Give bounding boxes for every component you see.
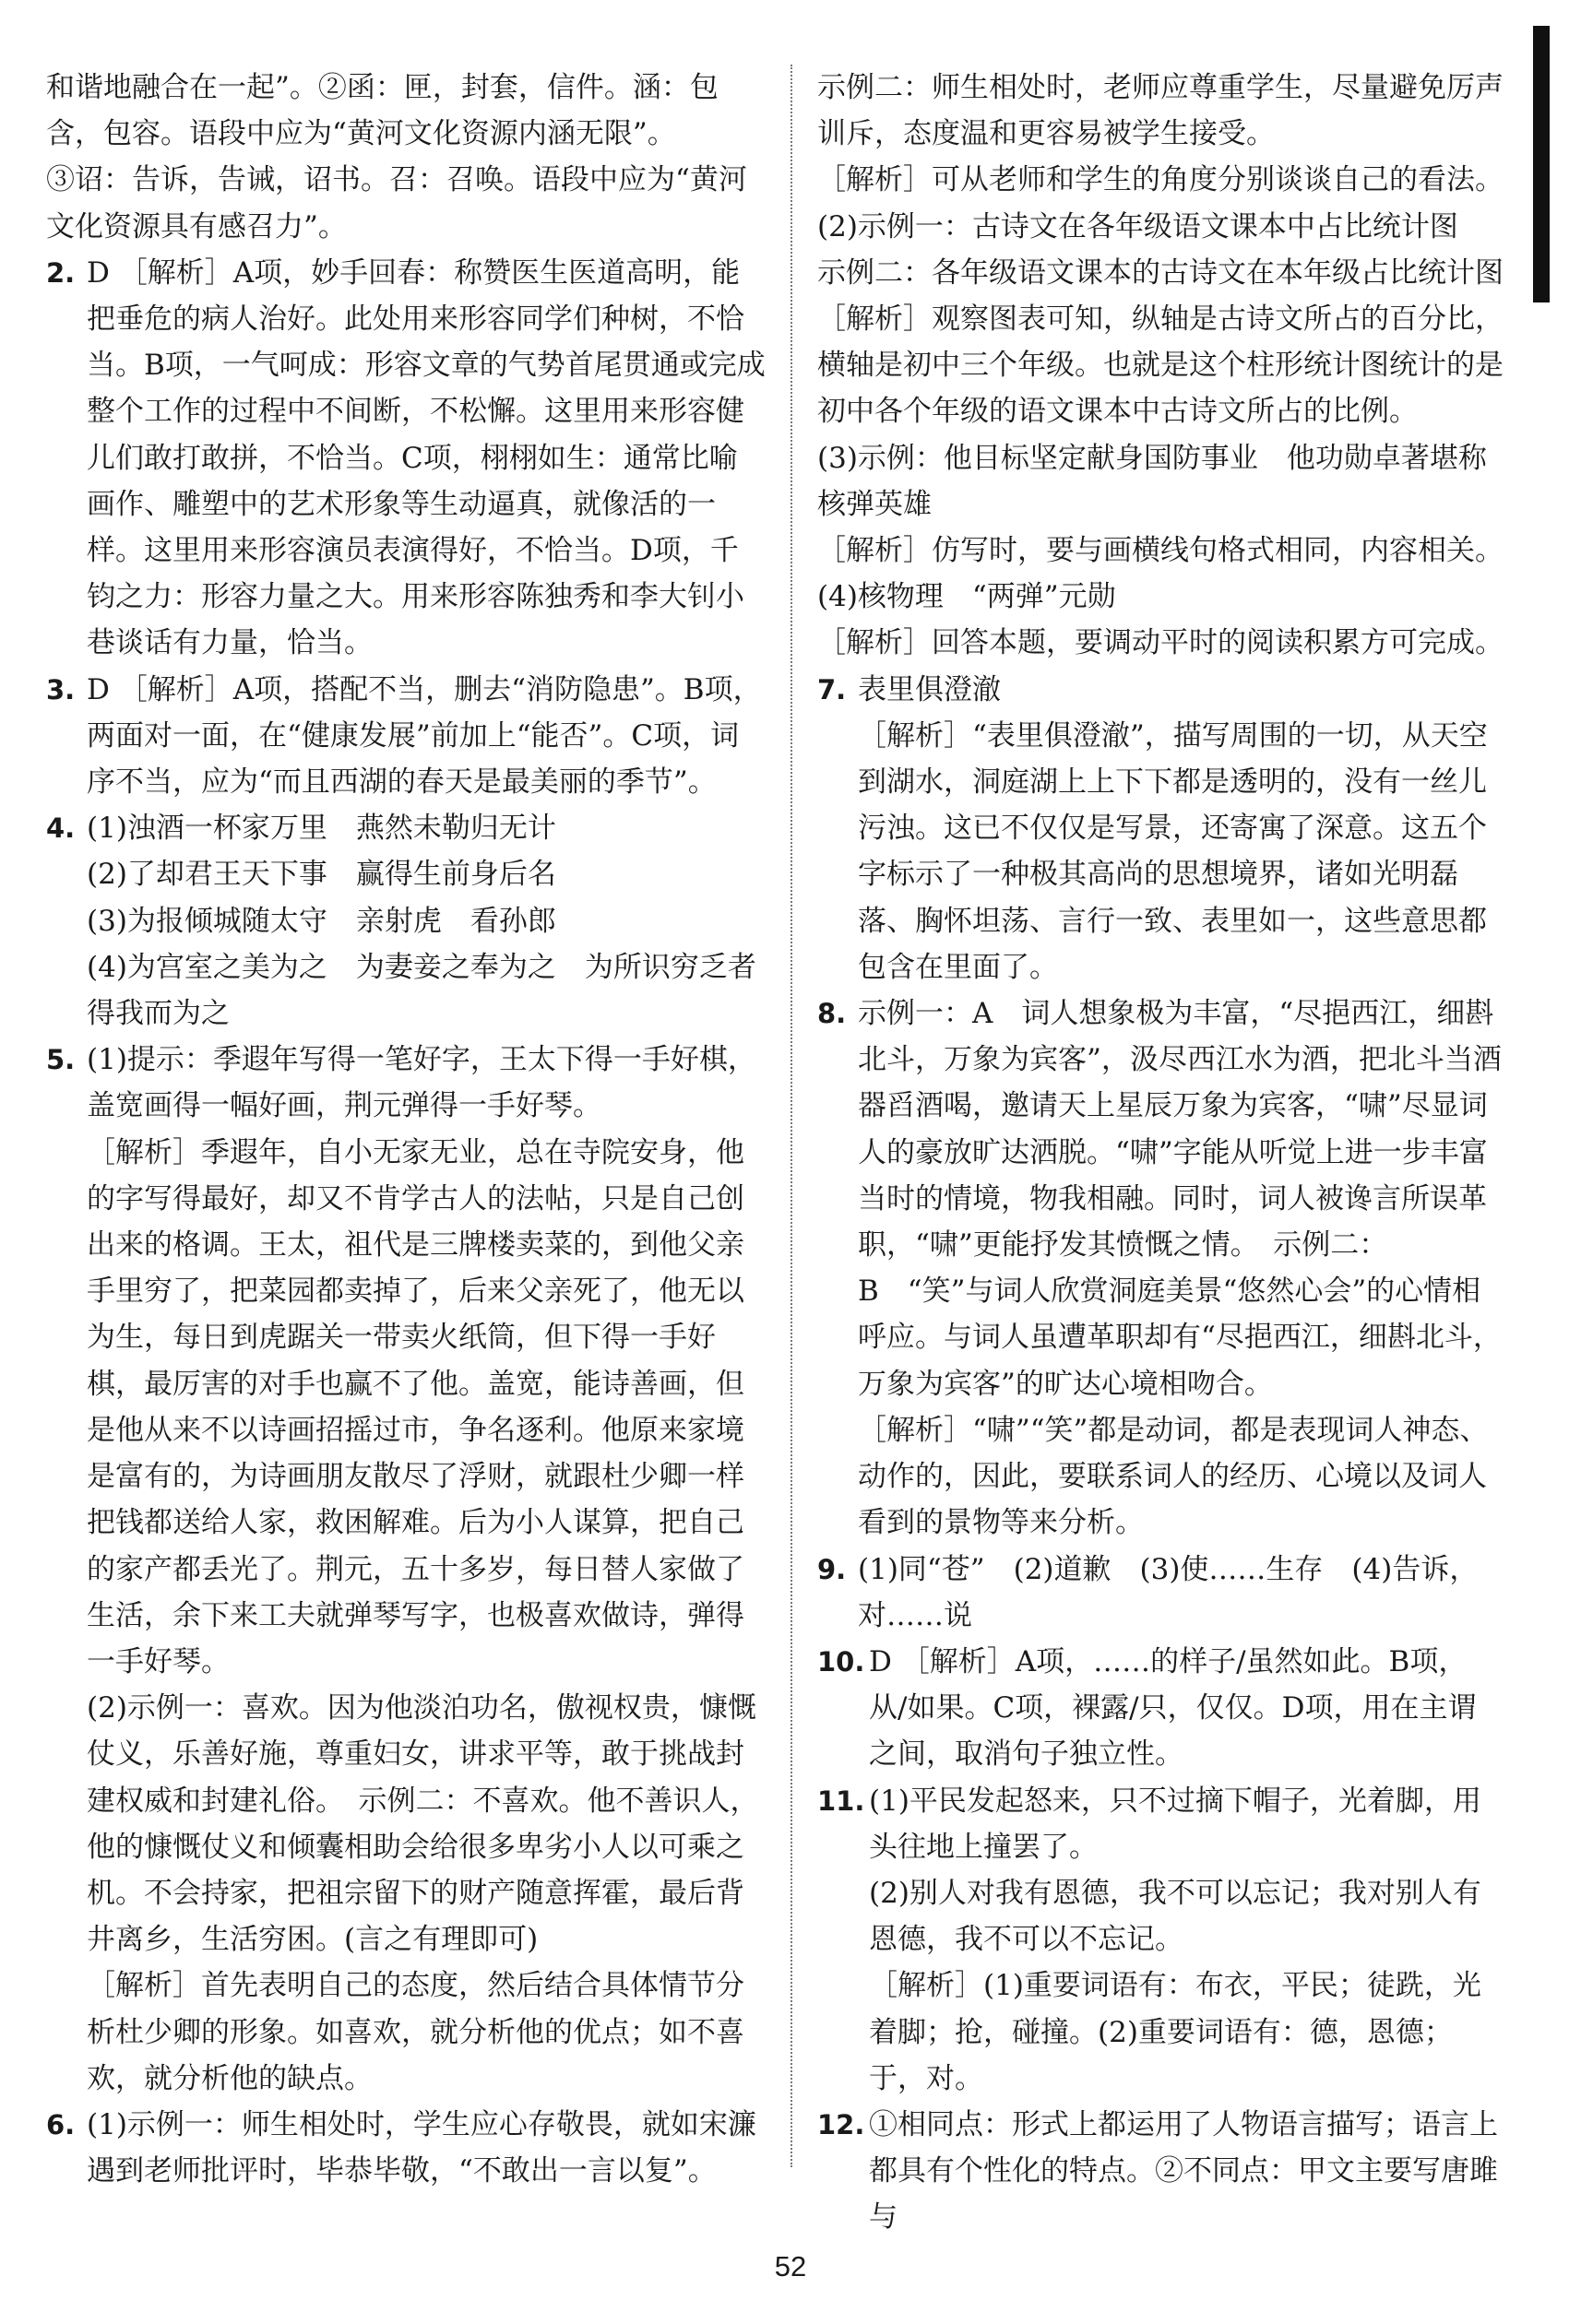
answer-line: (1)浊酒一杯家万里 燕然未勒归无计 <box>87 812 556 846</box>
question-9 <box>817 1547 1504 1639</box>
question-number: 10. <box>817 1645 865 1678</box>
answer-text: D ［解析］A项，搭配不当，删去“消防隐患”。B项，两面对一面，在“健康发展”前加上“能否”。C项，词序不当，应为“而且西湖的春天是最美丽的季节”。 <box>87 672 762 800</box>
question-12 <box>817 2102 1504 2241</box>
intro-para: ③诏：告诉，告诫，诏书。召：召唤。语段中应为“黄河文化资源具有感召力”。 <box>46 163 747 243</box>
analysis-para: ［解析］观察图表可知，纵轴是古诗文所占的百分比，横轴是初中三个年级。也就是这个柱形统计图统计的是初中各个年级的语文课本中古诗文所占的比例。 <box>817 302 1504 429</box>
question-number: 12. <box>817 2108 865 2140</box>
intro-para: 和谐地融合在一起”。②函：匣，封套，信件。涵：包含，包容。语段中应为“黄河文化资源内涵无限”。 <box>46 71 719 151</box>
analysis-para: ［解析］首先表明自己的态度，然后结合具体情节分析杜少卿的形象。如喜欢，就分析他的优点；如不喜欢，就分析他的缺点。 <box>87 1969 744 2095</box>
question-number: 9. <box>817 1553 847 1585</box>
answer-text: ①相同点：形式上都运用了人物语言描写；语言上都具有个性化的特点。②不同点：甲文主要写唐雎与 <box>869 2107 1498 2235</box>
page-number: 52 <box>774 2250 807 2282</box>
answer-text: (1)同“苍” (2)道歉 (3)使……生存 (4)告诉，对……说 <box>858 1552 1479 1632</box>
analysis-para: ［解析］可从老师和学生的角度分别谈谈自己的看法。 <box>817 163 1504 197</box>
answer-line: (4)为宫室之美为之 为妻妾之奉为之 为所识穷乏者得我而为之 <box>87 950 756 1031</box>
question-5 <box>46 1037 766 2102</box>
right-column <box>817 65 1504 2241</box>
analysis-para: ［解析］季遐年，自小无家无业，总在寺院安身，他的字写得最好，却又不肯学古人的法帖，只是自己创出来的格调。王太，祖代是三牌楼卖菜的，到他父亲手里穷了，把菜园都卖掉了，后来父亲死了，他无以为生，每日到虎踞关一带卖火纸筒，但下得一手好棋，最厉害的对手也赢不了他。盖宽，能诗善画，但是他从来不以诗画招摇过市，争名逐利。他原来家境是富有的，为诗画朋友散尽了浮财，就跟杜少卿一样把钱都送给人家，救困解难。后为小人谋算，把自己的家产都丢光了。荆元，五十多岁，每日替人家做了生活，余下来工夫就弹琴写字，也极喜欢做诗，弹得一手好琴。 <box>87 1135 744 1678</box>
answer-para: (2)别人对我有恩德，我不可以忘记；我对别人有恩德，我不可以不忘记。 <box>869 1876 1481 1957</box>
question-number: 6. <box>46 2108 76 2140</box>
answer-line: (2)了却君王天下事 赢得生前身后名 <box>87 858 556 892</box>
question-7 <box>817 667 1504 990</box>
analysis-para: ［解析］“表里俱澄澈”，描写周围的一切，从天空到湖水，洞庭湖上上下下都是透明的，没有一丝儿污浊。这已不仅仅是写景，还寄寓了深意。这五个字标示了一种极其高尚的思想境界，诸如光明磊落、胸怀坦荡、言行一致、表里如一，这些意思都包含在里面了。 <box>858 718 1488 984</box>
answer-line: (3)为报倾城随太守 亲射虎 看孙郎 <box>87 904 556 938</box>
question-number: 2. <box>46 256 76 289</box>
answer-para: (4)核物理 “两弹”元勋 <box>817 580 1116 614</box>
answer-text: D ［解析］A项，……的样子/虽然如此。B项，从/如果。C项，裸露/只，仅仅。D项，用在主谓之间，取消句子独立性。 <box>869 1644 1477 1772</box>
question-3 <box>46 667 766 806</box>
question-10 <box>817 1639 1504 1778</box>
answer-para: 示例一：A 词人想象极为丰富，“尽挹西江，细斟北斗，万象为宾客”，汲尽西江水为酒，把北斗当酒器舀酒喝，邀请天上星辰万象为宾客，“啸”尽显词人的豪放旷达洒脱。“啸”字能从听觉上进一步丰富当时的情境，物我相融。同时，词人被谗言所误革职，“啸”更能抒发其愤慨之情。 示例二：B “笑”与词人欣赏洞庭美景“悠然心会”的心情相呼应。与词人虽遭革职却有“尽挹西江，细斟北斗，万象为宾客”的旷达心境相吻合。 <box>858 997 1502 1401</box>
question-number: 3. <box>46 673 76 706</box>
answer-para: 示例二：师生相处时，老师应尊重学生，尽量避免厉声训斥，态度温和更容易被学生接受。 <box>817 71 1504 151</box>
question-6 <box>46 2102 766 2194</box>
question-number: 4. <box>46 812 76 845</box>
answer-para: (2)示例一：喜欢。因为他淡泊功名，傲视权贵，慷慨仗义，乐善好施，尊重妇女，讲求平等，敢于挑战封建权威和封建礼俗。 示例二：不喜欢。他不善识人，他的慷慨仗义和倾囊相助会给很多卑劣小人以可乘之机。不会持家，把祖宗留下的财产随意挥霍，最后背井离乡，生活穷困。(言之有理即可) <box>87 1691 759 1957</box>
analysis-para: ［解析］“啸”“笑”都是动词，都是表现词人神态、动作的，因此，要联系词人的经历、心境以及词人看到的景物等来分析。 <box>858 1413 1489 1540</box>
question-2 <box>46 250 766 667</box>
question-8 <box>817 990 1504 1546</box>
question-11 <box>817 1778 1504 2102</box>
answer-para: (2)示例一：古诗文在各年级语文课本中占比统计图 <box>817 209 1458 243</box>
answer-para: 示例二：各年级语文课本的古诗文在本年级占比统计图 <box>817 255 1504 290</box>
question-4 <box>46 805 766 1037</box>
left-column <box>46 65 766 2194</box>
answer-para: (1)提示：季遐年写得一笔好字，王太下得一手好棋，盖宽画得一幅好画，荆元弹得一手好琴。 <box>87 1043 756 1123</box>
analysis-para: ［解析］回答本题，要调动平时的阅读积累方可完成。 <box>817 626 1504 660</box>
answer-text: D ［解析］A项，妙手回春：称赞医生医道高明，能把垂危的病人治好。此处用来形容同学们种树，不恰当。B项，一气呵成：形容文章的气势首尾贯通或完成整个工作的过程中不间断，不松懈。这里用来形容健儿们敢打敢拼，不恰当。C项，栩栩如生：通常比喻画作、雕塑中的艺术形象等生动逼真，就像活的一样。这里用来形容演员表演得好，不恰当。D项，千钧之力：形容力量之大。用来形容陈独秀和李大钊小巷谈话有力量，恰当。 <box>87 255 766 660</box>
analysis-para: ［解析］仿写时，要与画横线句格式相同，内容相关。 <box>817 534 1504 568</box>
question-number: 7. <box>817 673 847 706</box>
page-edge-bar <box>1533 26 1550 302</box>
analysis-para: ［解析］(1)重要词语有：布衣，平民；徒跣，光着脚；抢，碰撞。(2)重要词语有：德，恩德；于，对。 <box>869 1969 1481 2095</box>
question-number: 5. <box>46 1044 76 1076</box>
answer-para: (1)平民发起怒来，只不过摘下帽子，光着脚，用头往地上撞罢了。 <box>869 1784 1481 1864</box>
answer-text: (1)示例一：师生相处时，学生应心存敬畏，就如宋濂遇到老师批评时，毕恭毕敬，“不敢出一言以复”。 <box>87 2107 756 2188</box>
column-divider <box>790 65 792 2167</box>
answer-para: 表里俱澄澈 <box>858 672 1001 706</box>
answer-para: (3)示例：他目标坚定献身国防事业 他功勋卓著堪称核弹英雄 <box>817 441 1487 521</box>
question-number: 8. <box>817 998 847 1030</box>
question-number: 11. <box>817 1784 865 1817</box>
